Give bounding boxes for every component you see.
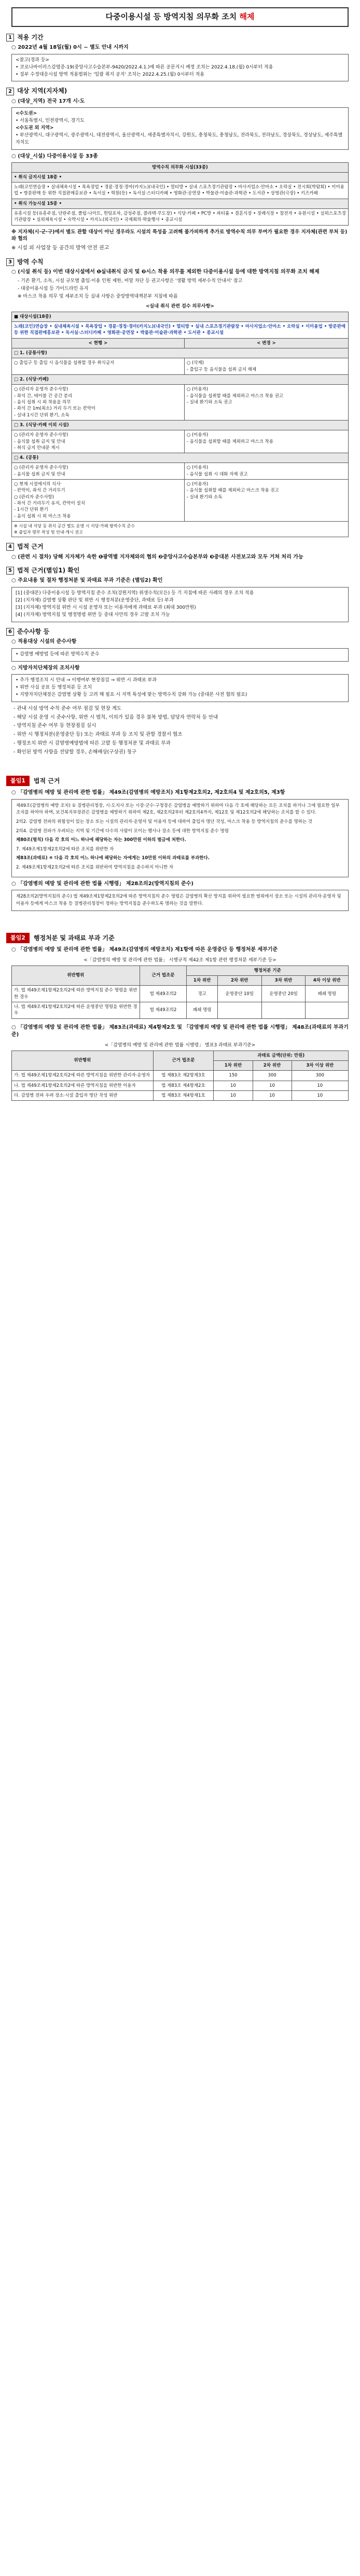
fine-header: 근거 법조문: [153, 1051, 214, 1071]
ap2-caption: <「감염병의 예방 및 관리에 관한 법률」 시행규칙 제42조 제1항 관련 행정처분 세부기준 등>: [84, 957, 276, 963]
rules-col-changed: < 변경 >: [184, 338, 348, 348]
law-text: 7. 제49조제1항제2호의2에 따른 조치를 위반한 자: [16, 846, 114, 852]
rules-current-cell: ○ 출입구 등 출입 시 음식물을 섭취할 경우 취식금지: [12, 358, 185, 375]
fine-header: 위반행위: [12, 1051, 154, 1071]
facility-group-items: 유흥시설 등(유흥주점, 단란주점, 클럽·나이트, 헌팅포차, 감성주점, 콜라텍·무도장) • 식당·카페 • PC방 • 파티룸 • 결혼식장 • 장례식장 • 참전자 • 유원시설 • 실외스포츠경기관람장 • 실외체육시설 • 숙박시설 • 카지노(외국인) • 국제회의·학술행사 • 종교시설: [12, 209, 349, 226]
section-5-number: 5: [6, 567, 14, 575]
s6-box: • 감염병 예방법 등에 따른 방역수칙 준수: [11, 648, 349, 662]
s2-region-box: [11, 107, 349, 150]
section-1-heading: [6, 33, 354, 42]
ap2-line: ○ 「감염병의 예방 및 관리에 관한 법률」 제49조(감염병의 예방조치) 제1항에 따른 운영중단 등 행정처분 세부기준: [11, 947, 278, 953]
section-6-number: 6: [6, 628, 14, 636]
section-2-title: 대상 지역(지자체): [17, 87, 67, 95]
s1-reference-box: [11, 54, 349, 82]
rules-row-label: □ 3. (식당·카페 이외 시설): [12, 420, 349, 430]
section-1-title: 적용 기간: [17, 33, 44, 41]
section-4-heading: [6, 542, 354, 551]
penalty-value: 운영중단 20일: [261, 986, 306, 1002]
s6-bullet: - 관내 시설 방역 수칙 준수 여부 점검 및 현장 계도: [13, 705, 121, 711]
penalty-act: 나. 법 제49조제1항제2호의2에 따른 운영중단 명령을 위반한 경우: [12, 1002, 140, 1019]
rules-changed-cell: ○ (이용자) - 음식물 섭취 시 대화 자제 권고: [184, 463, 348, 480]
fine-act: 가. 법 제49조제1항제2호의2에 따른 방역지침을 위반한 관리자·운영자: [12, 1071, 154, 1081]
s6-box-line: • 위반 사실 공표 등 행정처분 등 조치: [16, 684, 92, 690]
rules-row-label: □ 1. (공통사항): [12, 348, 349, 358]
fine-act: 나. 법 제49조제1항제2호의2에 따른 방역지침을 위반한 이용자: [12, 1081, 154, 1090]
section-6-heading: [6, 627, 354, 636]
ap1-law-box-2: 제28조의2(방역지침의 준수) 법 제49조제1항제2호의2에 따른 방역지침의 준수 명령은 감염병의 확산 방지를 위하여 필요한 범위에서 장소 또는 시설의 관리자·운영자 및 이용자 등에게 마스크 착용 등 질병관리청장이 정하는 방역지침을 준수하도록 명하는 것을 말한다.: [11, 890, 349, 911]
fine-value: 300: [253, 1071, 292, 1081]
section-2-number: 2: [6, 88, 14, 95]
fine-value: 150: [214, 1071, 253, 1081]
rules-current-cell: ○ (관리자 운영자 준수사항) - 좌석 간, 테이블 간 공간 분리 - 음식 섭취 시 외 착용을 의무 - 좌석 간 1m(최소) 거리 두기 또는 칸막이 - 실내 1시간 단위 환기, 소독: [12, 385, 185, 421]
ap2-line: ○ 「감염병의 예방 및 관리에 관한 법률」 제83조(과태료) 제4항제2호 및 「감염병의 예방 및 관리에 관한 법률 시행령」 제48조(과태료의 부과기준): [11, 1024, 349, 1038]
fine-subheader: 3차 이상 위반: [292, 1061, 348, 1071]
s3-line: - 대중이용시설 등 가이드라인 유지: [18, 286, 89, 291]
penalty-header: 위반행위: [12, 965, 140, 986]
s2-box-line: <수도권 외 지역>: [16, 125, 54, 131]
ap1-line: ○ 「감염병의 예방 및 관리에 관한 법률」 제49조(감염병의 예방조치) 제1항제2호의2, 제2호의4 및 제2호의5, 제3항: [11, 790, 285, 796]
section-6-title: 준수사항 등: [17, 627, 50, 635]
penalty-header: 행정처분 기준: [187, 965, 349, 975]
law-text: 2의2. 감염병 전파의 위험성이 있는 장소 또는 시설의 관리자·운영자 및 이용자 등에 대하여 출입자 명단 작성, 마스크 착용 등 방역지침의 준수를 명하는 것: [16, 819, 313, 825]
s2-line: ○ (대상_지역) 전국 17개 시·도: [11, 98, 85, 104]
fine-law: 법 제83조 제4항제2호: [153, 1081, 214, 1090]
s3-line: ※ 마스크 착용 의무 및 세부조치 등 실내 사항은 중앙방역대책본부 지침에 따름: [18, 293, 178, 299]
rules-changed-cell: ○ (삭제) - 출입구 등 음식물을 섭취 금지 해제: [184, 358, 348, 375]
table-row: [12, 1071, 349, 1081]
table-row: [12, 1002, 349, 1019]
s6-bullet: - 방역지침 준수 여부 등 현장점검 실시: [13, 723, 96, 729]
s2-note: ※ 지자체(시·군·구)에서 별도 관할 대상이 아닌 경우라도 시설의 특성을 고려해 불가피하게 추가로 방역수칙 의무 부여가 필요한 경우 지자체(관련 부처 등)와 협의: [11, 229, 348, 242]
s5-row: [1] (중대본) 다중이용시설 등 방역지침 준수 조치(강원지역) 위생수칙(모든) 등 기 지침에 따른 사례의 경우 조치 적용: [16, 590, 254, 596]
s3-table-caption: <실내 취식 관련 검수 의무사항>: [146, 303, 214, 309]
law-text: 제83조(과태료) ④ 다음 각 호의 어느 하나에 해당하는 자에게는 10만원 이하의 과태료를 부과한다.: [16, 856, 210, 861]
table-row: [12, 1090, 349, 1100]
s1-line: ○ 2022년 4월 18일(월) 0시 ~ 별도 안내 시까지: [11, 45, 129, 51]
penalty-subheader: 3차 위반: [261, 976, 306, 986]
rules-changed-cell: ○ (이용자) - 음식물을 섭취할 때를 제외하고 마스크 착용 권고 - 실내 환기와 소독 권고: [184, 385, 348, 421]
s3-line: ○ (시설 취식 등) 이번 대상시설에서 ❶실내취식 금지 및 ❷시스 착용 의무를 제외한 다중이용시설 등에 대한 방역지침 의무화 조치 해제: [11, 269, 320, 275]
section-5-title: 법적 근거(별임1) 확인: [17, 567, 80, 575]
appendix-1-tag: 붙임1: [6, 776, 30, 786]
s6-bullet: - 행정조치 위반 시 감염병예방법에 따른 고발 등 행정처분 및 과태료 부과: [13, 740, 171, 746]
penalty-subheader: 2차 위반: [217, 976, 261, 986]
fine-subheader: 1차 위반: [214, 1061, 253, 1071]
penalty-law: 법 제49조의2: [140, 986, 187, 1002]
rules-col-current: < 현행 >: [12, 338, 185, 348]
s2-facility-line: ○ (대상_시설) 다중이용시설 등 33종: [11, 153, 98, 160]
penalty-act: 가. 법 제49조제1항제2호의2에 따른 방역지침 준수 명령을 위반한 경우: [12, 986, 140, 1002]
fine-act: 다. 감염병 전파 우려 장소·시설 출입자 명단 작성 위반: [12, 1090, 154, 1100]
s2-box-line: • 부산광역시, 대구광역시, 광주광역시, 대전광역시, 울산광역시, 세종특별자치시, 강원도, 충청북도, 충청남도, 전라북도, 전라남도, 경상북도, 경상남도, 제주특별자치도: [16, 133, 343, 146]
ap1-line: ○ 「감염병의 예방 및 관리에 관한 법률 시행령」 제28조의2(방역지침의 준수): [11, 880, 193, 887]
penalty-value: 폐쇄 명령: [306, 986, 349, 1002]
facility-group-items: 노래(코인연습장 • 실내체육시설 • 목욕장업 • 경륜·경정·경마(카지노)(내국인) • 멀티방 • 실내 스포츠경기관람장 • 마사지업소·안마소 • 오락실 • 전시회(박람회) • 이미용업 • 방문판매 등 위한 직접판매홍보관 • 독서실 • 학원(등) • 독서실·스터디카페 • 영화관·공연장 • 박물관·미술관·과학관 • 도서관 • 상영관(극장) • 키즈카페: [12, 183, 349, 199]
penalty-value: 운영중단 10일: [217, 986, 261, 1002]
fine-value: 10: [292, 1081, 348, 1090]
s6-line: ○ 지방자치단체장의 조치사항: [11, 665, 80, 671]
s6-bullet: - 확인된 방역 사항을 전달할 경우, 손해배상(구상권) 청구: [13, 749, 136, 755]
page-title: [11, 7, 349, 27]
fine-value: 10: [214, 1090, 253, 1100]
facility-group-label: • 취식 금지시설 18종 •: [12, 172, 349, 182]
s2-box-line: • 서울특별시, 인천광역시, 경기도: [16, 118, 85, 124]
fine-law: 법 제83조 제4항제1호: [153, 1090, 214, 1100]
fine-table: [11, 1051, 349, 1101]
rules-row-label: □ 4. (공통): [12, 453, 349, 463]
s3-line: - 기존 환기, 소독, 시설 규모별 출입·이용 인원 제한, 비말 차단 등 권고사항은 '생활 방역 세부수칙 안내서' 참고: [18, 278, 243, 284]
appendix-1-title: 법적 근거: [33, 777, 60, 785]
fine-header: 과태료 금액(단위: 만원): [214, 1051, 349, 1060]
s1-box-line: • 코로나바이러스감염증-19(중앙사고수습본부-9420/2022.4.1.)에 따른 공문지시 예정 조치는 2022.4.18.(월) 0시부터 적용: [16, 64, 273, 70]
fine-law: 법 제83조 제2항제3호: [153, 1071, 214, 1081]
penalty-subheader: 4차 이상 위반: [306, 976, 349, 986]
s1-box-label: <참고(경과 등>: [16, 57, 49, 63]
rules-current-cell: ○ 현재 시설에서의 식사· - 칸막이, 좌석 간 거리두기 ○ (관리자 준수사항) - 좌석 간 거리두기 유지, 칸막이 설치 - 1시간 단위 환기 - 음식 섭취 시 외 마스크 착용: [12, 480, 185, 522]
s5-row: [4] (지자체) 방역지침 및 행정명령 위반 등 중대 사안의 경우 고발 조치 가능: [16, 612, 170, 618]
document-page: [0, 0, 360, 1114]
section-2-heading: [6, 87, 354, 95]
s6-bullet: - 위반 시 행정처분(운영중단 등) 또는 과태료 부과 등 조치 및 관할 경찰서 협조: [13, 732, 183, 738]
s6-box-line: • 추가 행정조치 시 안내 → 이행여부 현장점검 → 위반 시 과태료 부과: [16, 678, 157, 683]
penalty-value: [261, 1002, 306, 1019]
penalty-value: [217, 1002, 261, 1019]
rules-current-cell: ○ (관리자 운영자 준수사항) - 음식물 섭취 금지 및 안내 - 취식 금지 안내문 게시: [12, 430, 185, 453]
ap1-law-box: [11, 799, 349, 877]
penalty-value: 폐쇄 명령: [187, 1002, 217, 1019]
rules-changed-cell: ○ (이용자) - 음식물을 섭취할 때를 제외하고 마스크 착용: [184, 430, 348, 453]
rules-current-cell: ○ (관리자 운영자 준수사항) - 음식물 섭취 금지 및 안내: [12, 463, 185, 480]
section-4-number: 4: [6, 543, 14, 551]
law-text: 2. 제49조제1항제2호의2에 따른 조치를 위반하여 방역지침을 준수하지 아니한 자: [16, 865, 174, 870]
s5-box: [11, 587, 349, 622]
ap2-caption: <「감염병의 예방 및 관리에 관한 법률 시행령」 별표3 과태료 부과기준>: [104, 1042, 256, 1048]
s6-bullet: - 해당 시설 운영 시 준수사항, 위반 시 벌칙, 이의가 있을 경우 불복 방법, 담당자 연락처 등 안내: [13, 714, 218, 720]
s4-line: ○ (관련 시 절차) 당해 지자체가 속한 ❶광역별 지자체와의 협의 ❷중앙사고수습본부와 ❸중대본 사전보고와 모두 거쳐 처리 가능: [11, 554, 303, 560]
penalty-subheader: 1차 위반: [187, 976, 217, 986]
appendix-1-heading: [6, 776, 354, 786]
appendix-2-title: 행정처분 및 과태료 부과 기준: [33, 934, 115, 942]
fine-value: 10: [292, 1090, 348, 1100]
rules-footer: ※ 시설 내 식당 등 취식 공간 별도 운영 시 식당·카페 방역수칙 준수 ※ 출입자 명부 작성 및 안내·게시 권고: [12, 521, 349, 537]
s1-box-line: • 질부 수정대응시설 방역 적용범위는 '일괄 취지 공지' 조치는 2022.4.25.(월) 0시부터 적용: [16, 72, 204, 77]
table-row: [12, 986, 349, 1002]
facility-table-title: 방역수칙 의무화 시설(33종): [12, 162, 349, 172]
penalty-header: 근거 법조문: [140, 965, 187, 986]
section-3-title: 방역 수칙: [17, 258, 44, 265]
section-4-title: 법적 근거: [17, 543, 44, 551]
fine-value: 10: [253, 1081, 292, 1090]
title-highlight: 해제: [239, 12, 255, 21]
table-row: [12, 1081, 349, 1090]
s6-line: ○ 적용대상 시설의 준수사항: [11, 639, 77, 645]
fine-subheader: 2차 위반: [253, 1061, 292, 1071]
rules-group-list: 노래(코인)연습장 • 실내체육시설 • 목욕장업 • 경륜·경정·경마(카지노)(내국인) • 멀티방 • 실내 스포츠경기관람장 • 마사지업소·안마소 • 오락실 • 이미용업 • 방문판매 등 위한 직접판매홍보관 • 독서실·스터디카페 • 영화관·공연장 • 박물관·미술관·과학관 • 도서관 • 종교시설: [12, 322, 349, 339]
s5-row: [2] (지자체) 감염병 상황 판단 및 위반 시 행정처분(운영중단, 과태료 등) 부과: [16, 597, 174, 603]
facility-table: [11, 162, 349, 226]
law-text: 제49조(감염병의 예방 조치) ① 질병관리청장, 시·도지사 또는 시장·군수·구청장은 감염병을 예방하기 위하여 다음 각 호에 해당하는 모든 조치를 하거나 그에 필요한 일부 조치를 하여야 하며, 보건복지부장관은 감염병을 예방하기 위하여 제2호, 제2호의2부터 제2호의4까지, 제12호 및 제12호의2에 해당하는 조치를 할 수 있다.: [16, 803, 340, 816]
rules-changed-cell: ○ (이용자) - 음식물 섭취할 때를 제외하고 마스크 착용 권고 - 실내 환기와 소독: [184, 480, 348, 522]
section-3-number: 3: [6, 258, 14, 266]
s5-line: ○ 주요내용 및 절차 행정처분 및 과태료 부과 기준은 (별임2) 확인: [11, 578, 163, 584]
s2-note-2: ※ 시설 외 사업장 등 공간의 방역 안전 권고: [11, 245, 109, 251]
section-3-heading: [6, 258, 354, 267]
penalty-value: 경고: [187, 986, 217, 1002]
penalty-table: [11, 965, 349, 1019]
penalty-value: [306, 1002, 349, 1019]
s6-box-2: [11, 674, 349, 702]
law-text: 제80조(벌칙) 다음 각 호의 어느 하나에 해당하는 자는 300만원 이하의 벌금에 처한다.: [16, 837, 186, 843]
rules-group-label: ■ 대상시설(18종): [12, 312, 349, 321]
fine-value: 300: [292, 1071, 348, 1081]
rules-table: [11, 312, 349, 537]
fine-value: 10: [214, 1081, 253, 1090]
s5-row: [3] (지자체) 방역지침 위반 시 시설 운영자 또는 이용자에게 과태료 부과 (최대 300만원): [16, 605, 196, 610]
section-1-number: 1: [6, 34, 14, 41]
appendix-2-tag: 붙임2: [6, 933, 30, 943]
s2-box-line: <수도권>: [16, 111, 37, 117]
penalty-law: 법 제49조의2: [140, 1002, 187, 1019]
law-text: 2의4. 감염병 전파가 우려되는 지역 및 기간에 다수의 사람이 모이는 행사나 장소 등에 대한 방역지침 준수 명령: [16, 828, 229, 834]
facility-group-label: • 취식 가능시설 15종 •: [12, 199, 349, 208]
appendix-2-heading: [6, 933, 354, 943]
section-5-heading: [6, 566, 354, 575]
title-text: 다중이용시설 등 방역지침 의무화 조치: [105, 12, 237, 21]
rules-row-label: □ 2. (식당·카페): [12, 375, 349, 385]
fine-value: 10: [253, 1090, 292, 1100]
s6-box-line: • 지방자치단체장은 감염병 상황 등 고려 해 필요 시 지역 특성에 맞는 방역수칙 강화 가능 (중대본 사전 협의 필요): [16, 692, 247, 697]
